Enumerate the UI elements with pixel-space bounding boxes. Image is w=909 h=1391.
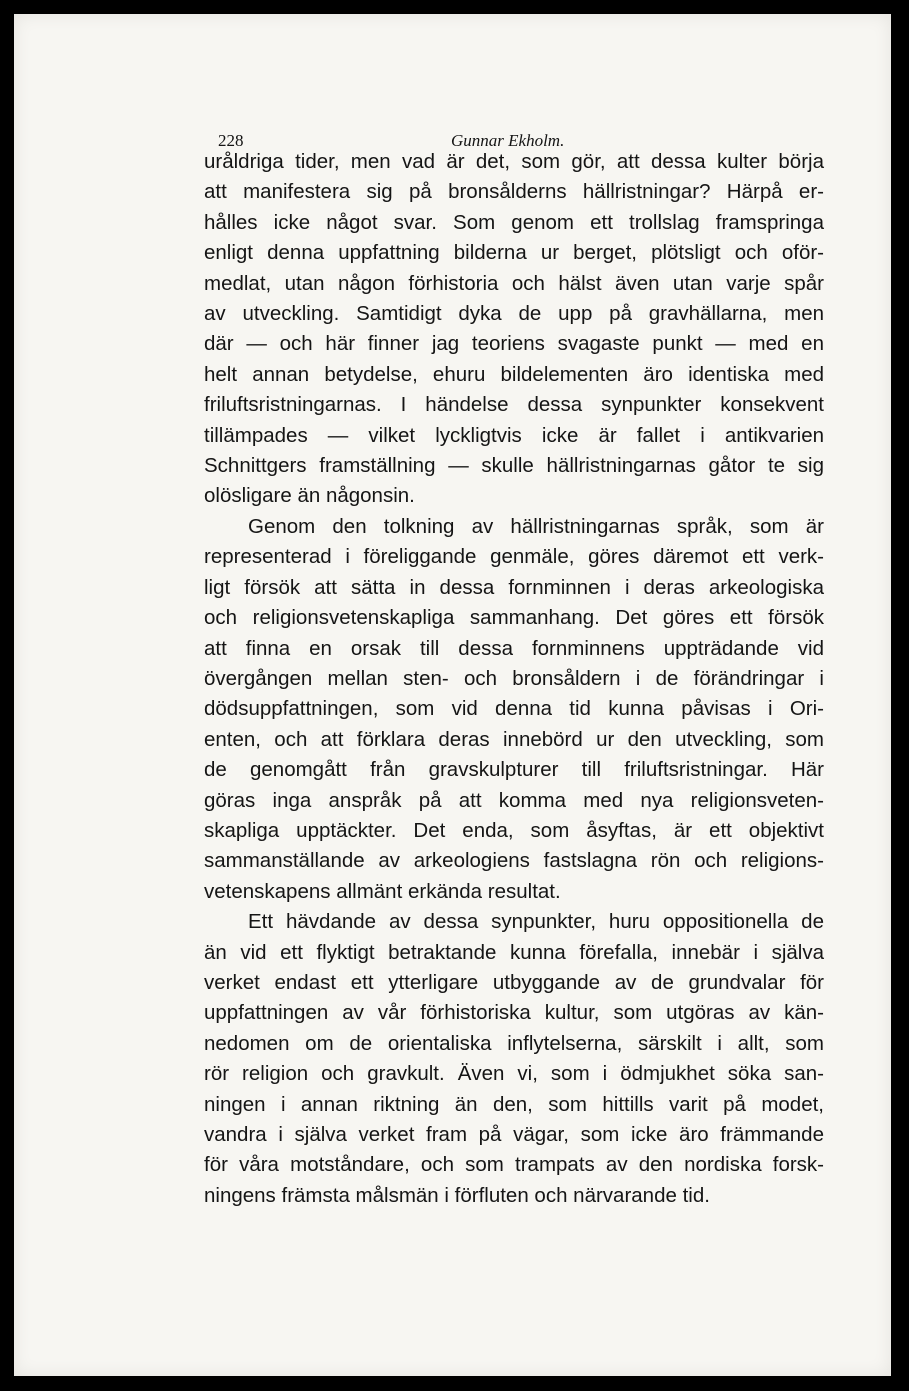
text-line: medlat, utan någon förhistoria och hälst även utan varje spår — [204, 271, 824, 295]
text-line: uppfattningen av vår förhistoriska kultur, som utgöras av kän- — [204, 1001, 824, 1025]
text-line: av utveckling. Samtidigt dyka de upp på gravhällarna, men — [204, 302, 824, 326]
text-line: än vid ett flyktigt betraktande kunna förefalla, innebär i själva — [204, 940, 824, 964]
text-line: nedomen om de orientaliska inflytelserna, särskilt i allt, som — [204, 1031, 824, 1055]
text-line: Schnittgers framställning — skulle hällristningarnas gåtor te sig — [204, 454, 824, 478]
text-line: att manifestera sig på bronsålderns hällristningar? Härpå er- — [204, 180, 824, 204]
text-line: de genomgått från gravskulpturer till friluftsristningar. Här — [204, 758, 824, 782]
text-line: göras inga anspråk på att komma med nya religionsveten- — [204, 788, 824, 812]
text-line: uråldriga tider, men vad är det, som gör, att dessa kulter börja — [204, 150, 824, 173]
text-line: friluftsristningarnas. I händelse dessa synpunkter konsekvent — [204, 393, 824, 417]
paragraph — [204, 907, 824, 1211]
text-line: att finna en orsak till dessa fornminnens uppträdande vid — [204, 636, 824, 660]
paragraph — [204, 147, 824, 512]
text-line: Genom den tolkning av hällristningarnas språk, som är — [248, 514, 824, 538]
text-line: och religionsvetenskapliga sammanhang. Det göres ett försök — [204, 606, 824, 630]
text-line: helt annan betydelse, ehuru bildelementen äro identiska med — [204, 362, 824, 386]
text-line: ningen i annan riktning än den, som hittills varit på modet, — [204, 1092, 824, 1116]
text-line: ligt försök att sätta in dessa fornminnen i deras arkeologiska — [204, 575, 824, 599]
text-line: hålles icke något svar. Som genom ett trollslag framspringa — [204, 210, 824, 234]
text-line: vetenskapens allmänt erkända resultat. — [204, 879, 561, 903]
text-line: representerad i föreliggande genmäle, göres däremot ett verk- — [204, 545, 824, 569]
text-line: övergången mellan sten- och bronsåldern i de förändringar i — [204, 666, 824, 690]
text-line: verket endast ett ytterligare utbyggande av de grundvalar för — [204, 970, 824, 994]
text-line: olösligare än någonsin. — [204, 484, 415, 508]
text-line: skapliga upptäckter. Det enda, som åsyftas, är ett objektivt — [204, 818, 824, 842]
text-line: Ett hävdande av dessa synpunkter, huru oppositionella de — [248, 910, 824, 934]
text-line: där — och här finner jag teoriens svagaste punkt — med en — [204, 332, 824, 356]
text-line: ningens främsta målsmän i förfluten och närvarande tid. — [204, 1183, 710, 1207]
running-head: Gunnar Ekholm. — [451, 131, 565, 150]
text-line: sammanställande av arkeologiens fastslagna rön och religions- — [204, 849, 824, 873]
text-line: enten, och att förklara deras innebörd ur den utveckling, som — [204, 727, 824, 751]
text-line: rör religion och gravkult. Även vi, som i ödmjukhet söka san- — [204, 1062, 824, 1086]
paragraph — [204, 512, 824, 907]
body-text — [204, 147, 824, 1211]
page-number: 228 — [218, 131, 244, 150]
text-line: tillämpades — vilket lyckligtvis icke är fallet i antikvarien — [204, 423, 824, 447]
text-line: vandra i själva verket fram på vägar, som icke äro främmande — [204, 1123, 824, 1146]
text-line: dödsuppfattningen, som vid denna tid kunna påvisas i Ori- — [204, 697, 824, 721]
text-line: för våra motståndare, och som trampats av den nordiska forsk- — [204, 1153, 824, 1177]
text-line: enligt denna uppfattning bilderna ur berget, plötsligt och oför- — [204, 241, 824, 265]
